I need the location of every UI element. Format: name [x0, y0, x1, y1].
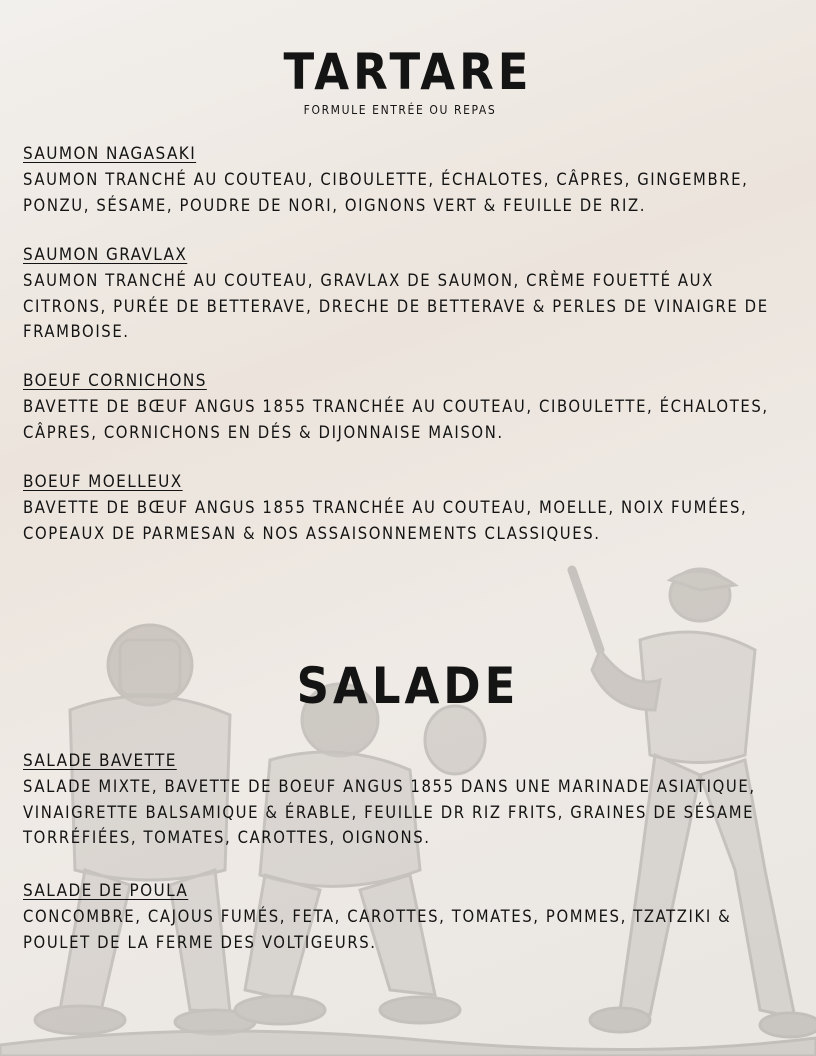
item-name: SAUMON NAGASAKI [23, 144, 197, 164]
item-description: SAUMON TRANCHÉ AU COUTEAU, CIBOULETTE, ÉCHALOTES, CÂPRES, GINGEMBRE, PONZU, SÉSAME, POUDRE DE NORI, OIGNONS VERT & FEUILLE DE RIZ. [23, 170, 749, 215]
menu-item-boeuf-moelleux [23, 472, 801, 546]
item-description: BAVETTE DE BŒUF ANGUS 1855 TRANCHÉE AU COUTEAU, CIBOULETTE, ÉCHALOTES, CÂPRES, CORNICHONS EN DÉS & DIJONNAISE MAISON. [23, 397, 769, 442]
item-name: BOEUF CORNICHONS [23, 371, 207, 391]
item-description: SAUMON TRANCHÉ AU COUTEAU, GRAVLAX DE SAUMON, CRÈME FOUETTÉ AUX CITRONS, PURÉE DE BETTERAVE, DRECHE DE BETTERAVE & PERLES DE VINAIGRE DE FRAMBOISE. [23, 271, 769, 341]
item-name: SALADE DE POULA [23, 881, 189, 901]
menu-item-salade-bavette [23, 751, 801, 851]
menu-item-boeuf-cornichons [23, 371, 801, 445]
menu-item-salade-de-poula [23, 881, 801, 955]
tartare-subtitle: FORMULE ENTRÉE OU REPAS [303, 103, 497, 117]
menu-item-saumon-gravlax [23, 245, 801, 345]
item-description: BAVETTE DE BŒUF ANGUS 1855 TRANCHÉE AU COUTEAU, MOELLE, NOIX FUMÉES, COPEAUX DE PARMESAN & NOS ASSAISONNEMENTS CLASSIQUES. [23, 498, 748, 543]
item-name: SALADE BAVETTE [23, 751, 177, 771]
item-name: BOEUF MOELLEUX [23, 472, 183, 492]
item-description: CONCOMBRE, CAJOUS FUMÉS, FETA, CAROTTES, TOMATES, POMMES, TZATZIKI & POULET DE LA FERME DES VOLTIGEURS. [23, 907, 732, 952]
menu-item-saumon-nagasaki [23, 144, 801, 218]
tartare-section-title: TARTARE [283, 43, 533, 101]
item-description: SALADE MIXTE, BAVETTE DE BOEUF ANGUS 1855 DANS UNE MARINADE ASIATIQUE, VINAIGRETTE BALSAMIQUE & ÉRABLE, FEUILLE DR RIZ FRITS, GRAINES DE SÉSAME TORRÉFIÉES, TOMATES, CAROTTES, OIGNONS. [23, 777, 756, 847]
salade-section-title: SALADE [296, 657, 520, 715]
item-name: SAUMON GRAVLAX [23, 245, 188, 265]
